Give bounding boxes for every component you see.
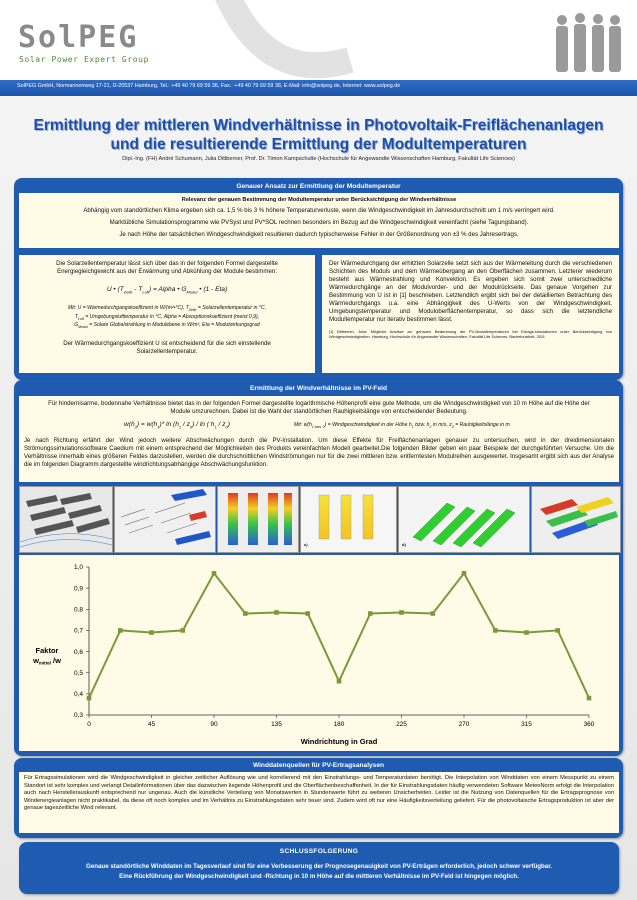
title-line-2: und die resultierende Ermittlung der Modultemperaturen: [110, 136, 527, 153]
team-silhouette-icon: [548, 10, 628, 72]
simulation-image-6: [531, 486, 621, 553]
wind-profile-box: [19, 396, 619, 482]
simulation-image-3: [217, 486, 299, 553]
conclusion-line-1: Genaue standörtliche Winddaten im Tagesverlauf sind für eine Verbesserung der Prognosegenauigkeit von PV-Erträgen erforderlich, jedoch schwer verfügbar.: [85, 863, 553, 870]
x-tick-label: 45: [147, 721, 156, 728]
reference-note: [1] Dittberner, Julia: Mögliche Ansätze zur genauen Bestimmung der PV-Modultemperaturen bei Ertrags-simulationen unter Berücksichtigung von Windgeschwindigkeiten, Hamburg, Hochschule für Angewandte Wissenschaften, Fakultät Life Sciences, Bachelorarbeit, 2011: [329, 329, 612, 339]
x-tick-label: 225: [396, 721, 407, 728]
data-point: [524, 630, 529, 635]
x-tick-label: 135: [271, 721, 282, 728]
y-tick-label: 0,5: [73, 669, 83, 677]
page-header: [0, 0, 637, 80]
energy-balance-box: [19, 255, 315, 373]
x-tick-label: 360: [583, 721, 595, 728]
relevance-heading: Relevanz der genauen Bestimmung der Modultemperatur unter Berücksichtigung der Windverhältnisse: [181, 197, 457, 203]
y-tick-label: 0,7: [73, 627, 83, 635]
data-point: [587, 696, 592, 701]
image-label-c: c): [304, 542, 308, 547]
company-logo: SolPEG: [18, 20, 139, 55]
y-tick-label: 0,8: [73, 606, 83, 614]
simulation-image-5: [398, 486, 530, 553]
section-title: Genauer Ansatz zur Ermittlung der Modultemperatur: [236, 183, 401, 190]
y-axis-label: Faktor: [35, 646, 59, 655]
data-point: [243, 611, 248, 616]
conclusion-line-2: Eine Rückführung der Windgeschwindigkeit und -Richtung in 10 m Höhe auf die mittleren Verhältnisse im PV-Feld ist hingegen möglich.: [119, 873, 519, 880]
x-axis-label: Windrichtung in Grad: [300, 737, 378, 746]
data-point: [87, 696, 92, 701]
poster-title: [0, 116, 637, 154]
relevance-line-3: Je nach Höhe der tatsächlichen Windgeschwindigkeit resultieren dadurch typischerweise Fehler in der Größenordnung von ±3 % des Jahresertrags.: [119, 231, 519, 238]
energy-balance-formula: U • $(T_{Zelle} - T_{Luft})$ = Alpha • $G_{Modul}$ • (1 - Eta): [106, 286, 228, 295]
data-point: [368, 611, 373, 616]
data-point: [462, 571, 467, 576]
data-point: [149, 630, 154, 635]
data-point: [180, 628, 185, 633]
heat-transfer-text: Der Wärmedurchgang der erhitzten Solarzelle setzt sich aus der Wärmeleitung durch die verschiedenen Schichten des Moduls und dem Wärmeübergang an den Oberflächen zusammen. Letzterer wiederum besteht aus Wärmestrahlung und Konvektion. Es ergeben sich somit zwei unterschiedliche Wärmedurchgänge an der Modulvorder- und der Modulrückseite. Das genaue Vorgehen zur Bestimmung von U ist in [1] beschrieben. Letztendlich ergibt sich bei der detaillierten Betrachtung des Wärmedurchgangs u.a. eine Abhängigkeit des U-Werts von der Windgeschwindigkeit, Umgebungstemperatur und Moduloberflächentemperatur, so dass sich die letztendliche Modultemperatur nur iterativ bestimmen lässt.: [329, 260, 612, 323]
relevance-line-2: Marktübliche Simulationsprogramme wie PVSyst und PV*SOL rechnen besonders im Bezug auf die Windgeschwindigkeit vereinfacht (siehe Tagungsband).: [109, 219, 529, 226]
chart-canvas: [19, 555, 619, 751]
energy-balance-text: Die Solarzellentemperatur lässt sich über das in der folgenden Formel dargestellte Energiegleichgewicht aus der Erwärmung und Abkühlung der Module bestimmen:: [56, 260, 278, 275]
data-point: [555, 628, 560, 633]
conclusion-panel: [19, 842, 619, 894]
simulation-text: Je nach Richtung erfährt der Wind jedoch weitere Abschwächungen durch die PV-Installation. Um diese Effekte für Freiflächenanlagen genauer zu untersuchen, wird in der dreidimensionalen Strömungssimulationssoftware Caedium mit einem entsprechend der Möglichkeiten des Produkts vereinfachten Modell gearbeitet.Die folgenden Bilder geben ein paar Beispiele der durchgeführten Versuche. Um die Verhältnisse innerhalb eines größeren Feldes darzustellen, werden die durchschnittlichen Windströmungen nur für die zwei mittleren bzw. entferntesten Modulreihen ausgewertet. Insgesamt ergibt sich aus der Analyse die im folgenden Diagramm dargestellte windrichtungsabhängige Abschwächungsfunktion.: [24, 437, 614, 468]
y-axis-sublabel: $w_{mittel}$ /w: [33, 656, 61, 666]
section-title: Winddatenquellen für PV-Ertragsanalysen: [252, 762, 385, 769]
contact-bar: [0, 80, 637, 96]
data-point: [305, 611, 310, 616]
authors-line: Dipl.-Ing. (FH) André Schumann, Julia Dittberner, Prof. Dr. Timon Kampschulte (Hochschule für Angewandte Wissenschaften Hamburg, Fakultät Life Sciences): [122, 156, 515, 162]
wind-profile-text: Für hindernisarme, bodennahe Verhältnisse bietet das in der folgenden Formel dargestellte logarithmische Höhenprofil eine gute Methode, um die Windgeschwindigkeit von 10 m Höhe auf die Höhe der Module umzurechnen. Dabei ist die Wahl der standörtlichen Rauhigkeitslänge von entscheidender Bedeutung.: [48, 400, 590, 415]
x-tick-label: 0: [87, 721, 91, 728]
relevance-line-1: Abhängig vom standörtlichen Klima ergeben sich ca. 1,5 % bis 3 % höhere Temperaturverluste, wenn die Windgeschwindigkeit im Jahresdurchschnitt um 1 m/s verringert wird.: [83, 207, 555, 214]
y-tick-label: 0,4: [73, 691, 83, 699]
simulation-images: [19, 486, 619, 551]
contact-info: SolPEG GmbH, Normannenweg 17-21, D-20537 Hamburg, Tel.: +49 40 79 69 59 36, Fax.: +49 40 79 69 59 38, E-Mail: info@solpeg.de, Internet: www.solpeg.de: [17, 83, 401, 89]
simulation-image-4: [300, 486, 397, 553]
y-tick-label: 1,0: [73, 564, 83, 572]
image-label-d: d): [402, 542, 406, 547]
section-title: Ermittlung der Windverhältnisse im PV-Feld: [250, 385, 387, 392]
simulation-image-2: [114, 486, 216, 553]
company-tagline: Solar Power Expert Group: [19, 55, 149, 64]
data-point: [493, 628, 498, 633]
title-line-1: Ermittlung der mittleren Windverhältnisse in Photovoltaik-Freiflächenanlagen: [33, 117, 604, 134]
x-tick-label: 180: [333, 721, 345, 728]
log-profile-formula: $w(h_2) = w(h_1)*$ $\ln (h_2 / z_0)$ / ln ( $h_1 / z_0$): [124, 421, 230, 430]
data-point: [337, 679, 342, 684]
data-point: [118, 628, 123, 633]
heat-transfer-box: [322, 255, 619, 373]
x-tick-label: 270: [458, 721, 470, 728]
formula-legend: Mit: $w(h_{1 bzw. 2})$ = Windgeschwindigkeit in der Höhe $h_1$ bzw. $h_2$ in m/s, $z_0$ = Rauhigkeitslänge in m: [294, 422, 510, 430]
logo-arc-graphic: [205, 0, 355, 90]
x-tick-label: 90: [210, 721, 218, 728]
y-tick-label: 0,9: [73, 585, 83, 593]
conclusion-title: SCHLUSSFOLGERUNG: [279, 848, 359, 855]
relevance-box: [19, 193, 619, 248]
formula-variables: Mit: U = Wärmedurchgangskoeffizient in W/(m²•°C), $T_{Zelle}$ = Solarzellentemperatur in °C, $T_{Luft}$ = Umgebungslufttemperatur in °C, Alpha = Absorptionskoeffizient (meist 0,9), $G_{Modul}$ = Solare Globalstrahlung in Modulebene in W/m², Eta = Modulwirkungsgrad: [67, 305, 267, 330]
x-tick-label: 315: [521, 721, 532, 728]
wind-factor-chart: [19, 555, 619, 751]
u-coefficient-note: Der Wärmedurchgangskoeffizient U ist entscheidend für die sich einstellende Solarzellentemperatur.: [63, 339, 271, 355]
data-point: [399, 610, 404, 615]
y-tick-label: 0,6: [73, 648, 83, 656]
data-sources-text: Für Ertragssimulationen wird die Windgeschwindigkeit in gleicher zeitlicher Auflösung wie und korrelierend mit den Einstrahlungs- und Temperaturdaten benötigt. Die Interpolation von Winddaten von einem Messpunkt zu einem Standort ist sehr komplex und verlangt Detailinformationen über das dazwischen liegende Höhenprofil und die Oberflächenbeschaffenheit. In der für Einstrahlungsdaten häufig verwendeten Software MeteoNorm erfolgt die Interpolation auch nach Herstellerauskunft entsprechend nur ungenau. Auch die künstliche Verteilung von Monatswerten in Stundenwerte führt zu weiteren Unsicherheiten. Leider ist die Nutzung von Datenquellen für die Ertragsprognose von Windenergieanlagen nicht praktikabel, da diese oft noch komplex und im Verhältnis zu Einstrahlungsdaten sehr teuer sind. Zudem wird oft nur eine Häufigkeitsverteilung geliefert. Für die photovoltaische Ertragsproduktion ist aber der genaue tageszeitliche Wind relevant.: [24, 775, 614, 812]
data-point: [212, 571, 217, 576]
y-tick-label: 0,3: [73, 712, 83, 720]
simulation-image-1: [19, 486, 113, 553]
data-point: [274, 610, 279, 615]
wind-formula-row: [19, 421, 619, 433]
data-sources-box: [19, 772, 619, 833]
data-point: [430, 611, 435, 616]
